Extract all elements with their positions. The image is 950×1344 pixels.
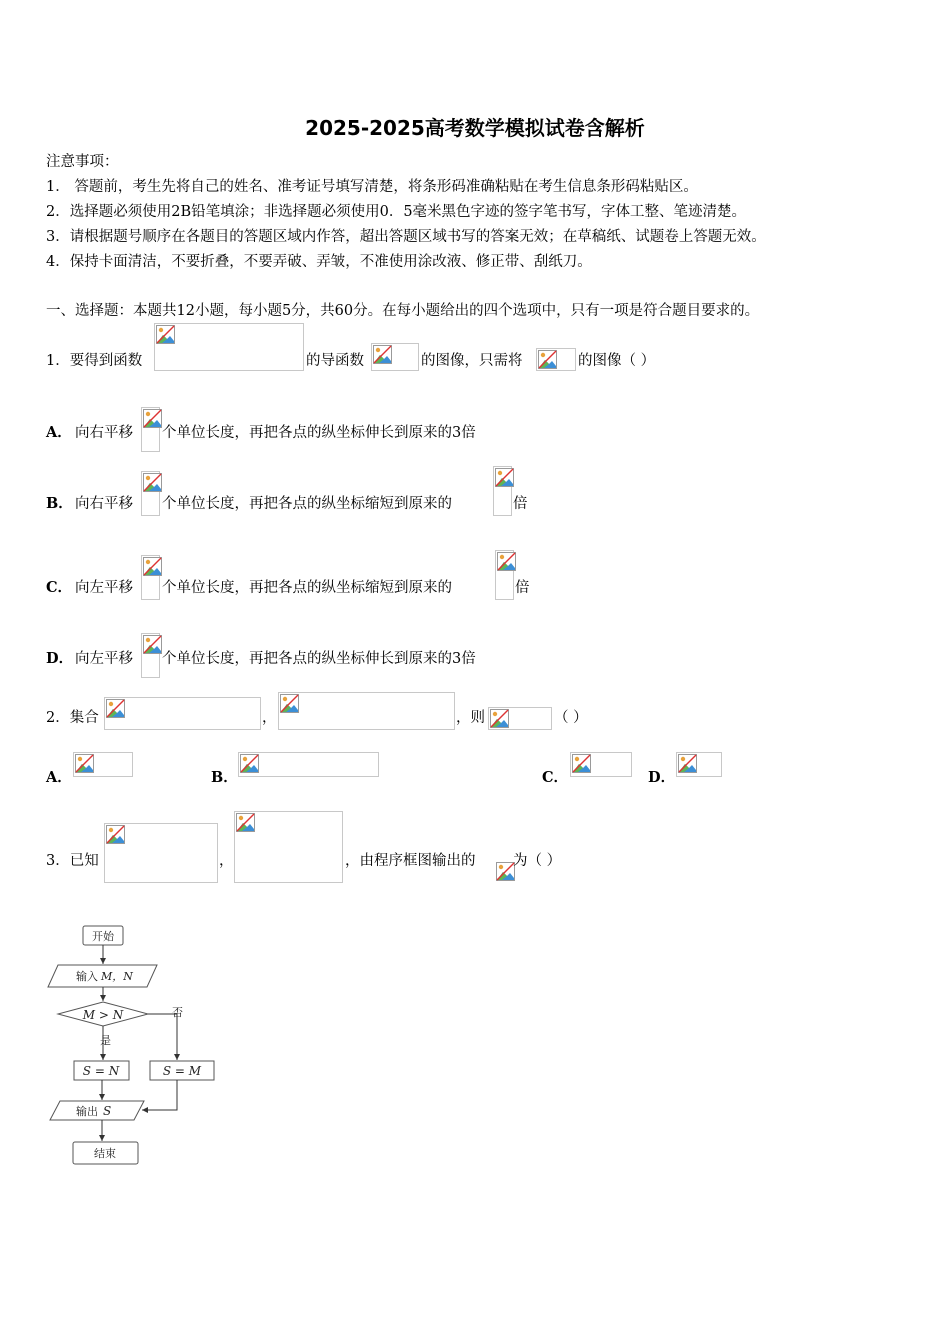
flowchart-output-label: 输出 — [76, 1105, 98, 1118]
q1-text-b: 的导函数 — [306, 353, 364, 369]
notice-heading: 注意事项： — [46, 154, 119, 170]
formula-image — [73, 752, 133, 777]
broken-image-icon — [280, 694, 299, 713]
broken-image-icon — [143, 409, 162, 428]
formula-image — [234, 811, 343, 883]
broken-image-icon — [143, 635, 162, 654]
q2-option-b-label: B． — [211, 769, 238, 786]
broken-image-icon — [143, 557, 162, 576]
q1-option-b-label: B． — [46, 495, 73, 512]
formula-image — [371, 343, 419, 371]
formula-image — [141, 471, 160, 516]
flowchart-start-label: 开始 — [92, 930, 114, 943]
formula-image — [154, 323, 304, 371]
formula-image — [570, 752, 632, 777]
flowchart-yes-label: 是 — [100, 1034, 111, 1047]
formula-image — [141, 633, 160, 678]
broken-image-icon — [75, 754, 94, 773]
q1-option-c-text3: 倍 — [515, 580, 530, 596]
q1-option-b-text2: 个单位长度，再把各点的纵坐标缩短到原来的 — [162, 496, 452, 512]
q2-text-c: （ ） — [554, 710, 588, 726]
formula-image — [278, 692, 455, 730]
flowchart-s-m-label: S = M — [162, 1064, 202, 1078]
flowchart-arrow — [148, 1014, 177, 1060]
q2-option-c-label: C． — [542, 769, 569, 786]
flowchart-condition: M > N — [82, 1008, 124, 1022]
formula-image — [536, 348, 576, 371]
broken-image-icon — [490, 709, 509, 728]
broken-image-icon — [240, 754, 259, 773]
formula-image — [494, 860, 513, 884]
q1-option-c-text2: 个单位长度，再把各点的纵坐标缩短到原来的 — [162, 580, 452, 596]
notice-item-3: 3．请根据题号顺序在各题目的答题区域内作答，超出答题区域书写的答案无效；在草稿纸、试题卷上答题无效。 — [46, 229, 766, 245]
broken-image-icon — [143, 473, 162, 492]
q2-text-b: ，则 — [456, 710, 485, 726]
flowchart-no-label: 否 — [172, 1006, 183, 1019]
q1-option-c-label: C． — [46, 579, 73, 596]
q1-option-d-text2: 个单位长度，再把各点的纵坐标伸长到原来的3倍 — [162, 651, 476, 667]
section-heading: 一、选择题：本题共12小题，每小题5分，共60分。在每小题给出的四个选项中，只有一项是符合题目要求的。 — [46, 303, 760, 319]
page-title: 2025-2025高考数学模拟试卷含解析 — [305, 116, 645, 140]
notice-item-2: 2．选择题必须使用2B铅笔填涂；非选择题必须使用0．5毫米黑色字迹的签字笔书写，字体工整、笔迹清楚。 — [46, 204, 747, 220]
formula-image — [493, 466, 512, 516]
formula-image — [676, 752, 722, 777]
broken-image-icon — [373, 345, 392, 364]
formula-image — [495, 550, 514, 600]
formula-image — [238, 752, 379, 777]
q1-text-d: 的图像（ ） — [578, 353, 656, 369]
q1-option-a-text1: 向右平移 — [75, 425, 133, 441]
broken-image-icon — [678, 754, 697, 773]
formula-image — [104, 823, 218, 883]
q3-text-a: 3．已知 — [46, 853, 99, 869]
formula-image — [488, 707, 552, 730]
q1-text-a: 1．要得到函数 — [46, 353, 143, 369]
q1-option-c-text1: 向左平移 — [75, 580, 133, 596]
formula-image — [104, 697, 261, 730]
q2-text-a: 2．集合 — [46, 710, 99, 726]
broken-image-icon — [538, 350, 557, 369]
notice-item-4: 4．保持卡面清洁，不要折叠，不要弄破、弄皱，不准使用涂改液、修正带、刮纸刀。 — [46, 254, 592, 270]
broken-image-icon — [156, 325, 175, 344]
formula-image — [141, 407, 160, 452]
broken-image-icon — [236, 813, 255, 832]
q3-text-c: 为（ ） — [513, 853, 562, 869]
q1-option-a-label: A． — [46, 424, 72, 441]
flowchart-input-vars: M，N — [101, 970, 133, 983]
notice-item-1: 1． 答题前，考生先将自己的姓名、准考证号填写清楚，将条形码准确粘贴在考生信息条形码粘贴区。 — [46, 179, 698, 195]
q1-option-d-label: D． — [46, 650, 74, 667]
q3-comma: ， — [219, 853, 234, 869]
broken-image-icon — [497, 552, 516, 571]
q3-text-b: ，由程序框图输出的 — [345, 853, 476, 869]
flowchart-arrow — [142, 1080, 177, 1110]
flowchart-input-label: 输入 — [76, 970, 98, 983]
q2-option-d-label: D． — [648, 769, 676, 786]
formula-image — [141, 555, 160, 600]
q1-option-b-text1: 向右平移 — [75, 496, 133, 512]
q1-option-b-text3: 倍 — [513, 496, 528, 512]
broken-image-icon — [572, 754, 591, 773]
broken-image-icon — [106, 825, 125, 844]
flowchart-end-label: 结束 — [94, 1147, 116, 1160]
q1-text-c: 的图像，只需将 — [421, 353, 523, 369]
broken-image-icon — [495, 468, 514, 487]
q2-comma: ， — [262, 710, 277, 726]
broken-image-icon — [106, 699, 125, 718]
flowchart-s-n-label: S = N — [82, 1064, 120, 1078]
q1-option-a-text2: 个单位长度，再把各点的纵坐标伸长到原来的3倍 — [162, 425, 476, 441]
flowchart-output-var: S — [103, 1104, 112, 1118]
program-flowchart — [40, 922, 230, 1172]
q2-option-a-label: A． — [46, 769, 72, 786]
q1-option-d-text1: 向左平移 — [75, 651, 133, 667]
